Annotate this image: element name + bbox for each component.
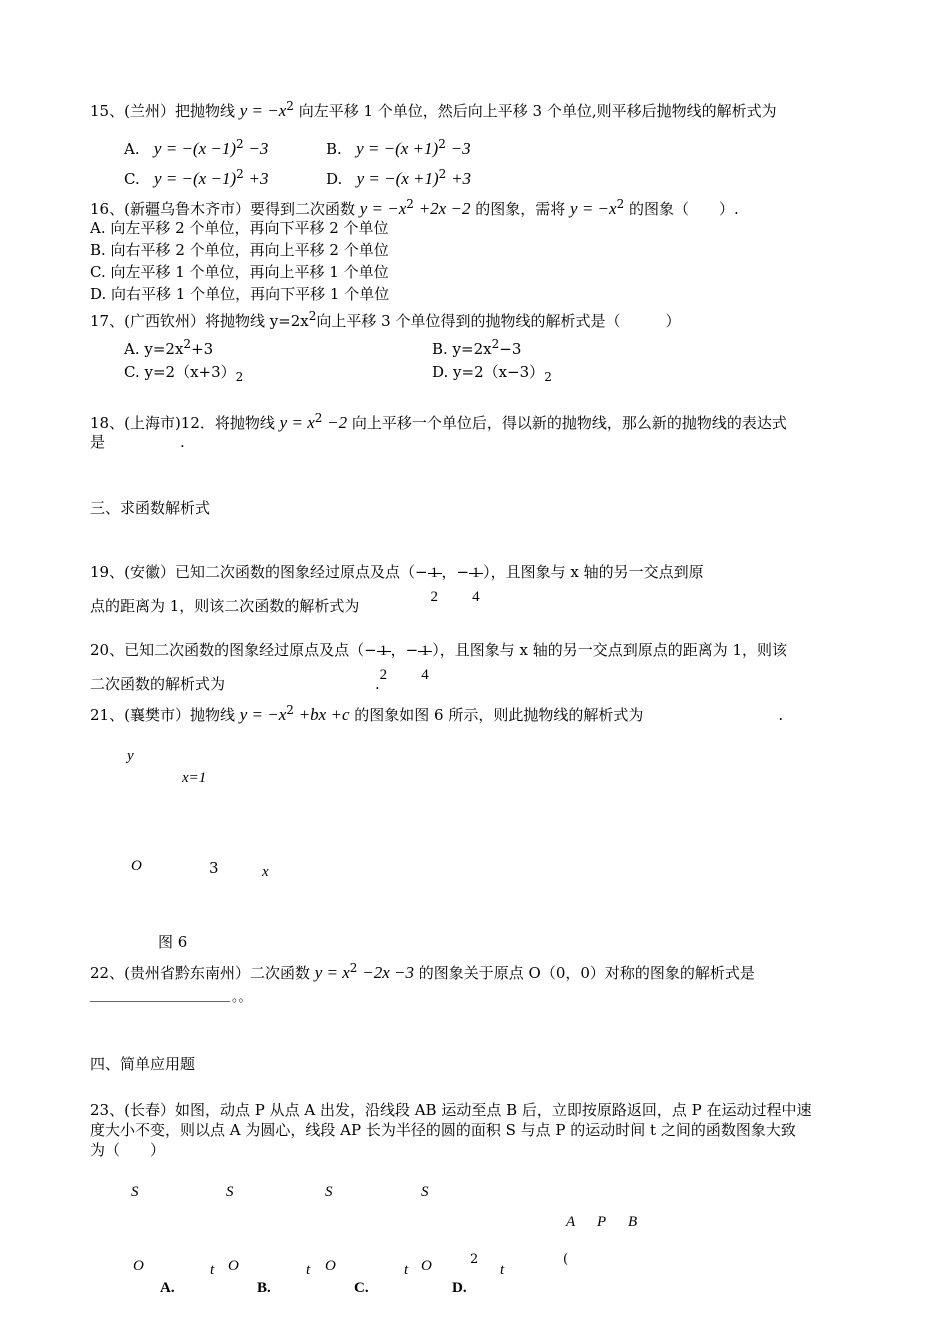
q18-eq-tail: −2 <box>327 413 348 432</box>
fig23-point-b-label: B <box>628 1214 638 1230</box>
fig23-c-s-label: S <box>325 1184 333 1200</box>
q16-mid: 的图象，需将 <box>475 200 566 218</box>
q15-sup: 2 <box>286 99 294 113</box>
q19-comma: ，− <box>441 563 470 581</box>
q16-option-d: D. 向右平移 1 个单位，再向下平移 1 个单位 <box>90 285 390 303</box>
q20-fraction-2-den: 4 <box>421 667 429 683</box>
q20-rest: ），且图象与 x 轴的另一交点到原点的距离为 1，则该 <box>432 641 788 659</box>
q22-text: 22、(贵州省黔东南州）二次函数 <box>90 964 310 982</box>
fig23-b-origin-label: O <box>228 1258 239 1274</box>
q16-eq-tail: +2x −2 <box>418 199 471 218</box>
q15-stem <box>90 96 777 121</box>
q19-fraction-2-den: 4 <box>472 589 480 605</box>
fig23-a-t-label: t <box>210 1262 215 1278</box>
q18-sup: 2 <box>314 411 323 425</box>
q20-comma: ，− <box>390 641 419 659</box>
q22-line2: 。。 <box>232 990 252 1005</box>
fig6-x-label: x <box>262 864 269 880</box>
q19-text: 19、(安徽）已知二次函数的图象经过原点及点（− <box>90 563 428 581</box>
q15-option-b-eq: y = −(x +1) <box>356 139 439 158</box>
q19-fraction-2 <box>469 551 483 605</box>
q15-option-d-eq: y = −(x +1) <box>356 169 439 188</box>
q17-text: 17、(广西钦州）将抛物线 y=2x <box>90 312 309 330</box>
q20-stem <box>90 628 788 683</box>
q21-eq: y = −x <box>239 705 287 724</box>
q15-option-a <box>124 134 268 159</box>
q22-rest: 的图象关于原点 O（0，0）对称的图象的解析式是 <box>418 964 755 982</box>
q17-option-b-sup: 2 <box>491 337 500 351</box>
fig23-point-a-label: A <box>566 1214 576 1230</box>
q17-option-a-text: A. y=2x <box>124 340 184 358</box>
q19-fraction-1-den: 2 <box>430 589 439 605</box>
q20-fraction-2 <box>418 629 432 683</box>
q20-fraction-1 <box>377 629 391 683</box>
q16-sup2: 2 <box>616 197 625 211</box>
q15-option-c <box>124 164 269 189</box>
section-3-heading: 三、求函数解析式 <box>90 499 211 517</box>
q16-eq: y = −x <box>359 199 407 218</box>
q21-text: 21、(襄樊市）抛物线 <box>90 706 235 724</box>
q19-rest: ），且图象与 x 轴的另一交点到原 <box>483 563 704 581</box>
section-4-heading: 四、简单应用题 <box>90 1055 196 1073</box>
q15-rest: 向左平移 1 个单位，然后向上平移 3 个单位,则平移后抛物线的解析式为 <box>298 102 777 120</box>
q23-line2: 度大小不变，则以点 A 为圆心，线段 AP 长为半径的圆的面积 S 与点 P 的运动时间 t 之间的函数图象大致 <box>90 1121 796 1139</box>
fig23-d-s-label: S <box>421 1184 429 1200</box>
q23-line3: 为（ ） <box>90 1141 166 1159</box>
fig6-caption: 图 6 <box>158 933 188 951</box>
q15-option-d <box>326 164 471 189</box>
q15-option-d-label: D. <box>326 170 343 188</box>
q20-fraction-1-den: 2 <box>379 667 388 683</box>
q20-text: 20、已知二次函数的图象经过原点及点（− <box>90 641 377 659</box>
q15-option-d-tail: +3 <box>451 169 472 188</box>
q15-eq: y = −x <box>239 101 287 120</box>
fig23-two-label: 2 <box>470 1252 479 1267</box>
q16-option-c: C. 向左平移 1 个单位，再向上平移 1 个单位 <box>90 263 389 281</box>
q22-stem <box>90 958 755 983</box>
q16-option-a: A. 向左平移 2 个单位，再向下平移 2 个单位 <box>90 219 389 237</box>
q17-option-d-sup: 2 <box>544 370 552 384</box>
q19-fraction-1 <box>428 551 442 605</box>
q20-line2: 二次函数的解析式为 . <box>90 675 380 693</box>
q21-eq-tail: +bx +c <box>298 705 350 724</box>
fig23-c-t-label: t <box>404 1262 409 1278</box>
q16-eq2: y = −x <box>570 199 617 218</box>
q16-stem <box>90 194 739 219</box>
fig23-option-d: D. <box>452 1280 467 1296</box>
q21-stem <box>90 700 783 725</box>
q17-option-a <box>124 334 213 359</box>
q18-line2: 是 . <box>90 433 185 451</box>
q19-stem <box>90 550 704 605</box>
q18-rest: 向上平移一个单位后，得以新的抛物线，那么新的抛物线的表达式 <box>351 414 787 432</box>
q17-option-b <box>432 334 521 359</box>
q17-stem <box>90 306 681 331</box>
q17-option-d <box>432 362 552 387</box>
q22-eq-tail: −2x −3 <box>362 963 414 982</box>
fig23-option-b: B. <box>257 1280 271 1296</box>
q21-rest: 的图象如图 6 所示，则此抛物线的解析式为 . <box>354 706 784 724</box>
q15-option-b-sup: 2 <box>438 137 446 151</box>
fig23-point-p-label: P <box>597 1214 607 1230</box>
q16-end: 的图象（ ）. <box>629 200 739 218</box>
q17-option-b-text: B. y=2x <box>432 340 492 358</box>
q17-option-c-text: C. y=2（x+3） <box>124 363 236 381</box>
q15-option-b <box>326 134 471 159</box>
q15-option-a-label: A. <box>124 140 140 158</box>
q17-option-a-sup: 2 <box>183 337 192 351</box>
q15-option-c-sup: 2 <box>236 167 244 181</box>
q15-option-b-label: B. <box>326 140 342 158</box>
q15-option-d-sup: 2 <box>438 167 447 181</box>
fig23-a-s-label: S <box>131 1184 139 1200</box>
q23-line1: 23、(长春）如图，动点 P 从点 A 出发，沿线段 AB 运动至点 B 后，立即按原路返回，点 P 在运动过程中速 <box>90 1101 812 1119</box>
q16-text: 16、(新疆乌鲁木齐市）要得到二次函数 <box>90 200 355 218</box>
fig6-three-label: 3 <box>209 859 219 877</box>
q22-eq: y = x <box>314 963 350 982</box>
q17-option-a-tail: +3 <box>191 340 214 358</box>
fig23-b-t-label: t <box>306 1262 311 1278</box>
fig23-d-origin-label: O <box>421 1258 432 1274</box>
q15-option-c-label: C. <box>124 170 140 188</box>
q15-option-a-sup: 2 <box>236 137 244 151</box>
fig23-c-origin-label: O <box>325 1258 336 1274</box>
q15-option-c-tail: +3 <box>248 169 269 188</box>
q21-sup: 2 <box>286 703 294 717</box>
q17-option-c <box>124 362 243 387</box>
q15-text: 15、(兰州）把抛物线 <box>90 102 235 120</box>
q22-sup: 2 <box>349 961 358 975</box>
fig23-option-c: C. <box>354 1280 369 1296</box>
q17-option-d-text: D. y=2（x−3） <box>432 363 545 381</box>
fig6-x1-label: x=1 <box>182 770 207 786</box>
fig23-d-t-label: t <box>500 1262 505 1278</box>
q18-stem <box>90 408 787 433</box>
q18-text: 18、(上海市)12．将抛物线 <box>90 414 275 432</box>
q16-sup: 2 <box>406 197 414 211</box>
q15-option-c-eq: y = −(x −1) <box>154 169 237 188</box>
q15-option-a-tail: −3 <box>248 139 269 158</box>
fig23-a-origin-label: O <box>133 1258 144 1274</box>
fig6-y-label: y <box>127 748 134 764</box>
q17-option-b-tail: −3 <box>499 340 522 358</box>
q18-eq: y = x <box>279 413 315 432</box>
fig6-origin-label: O <box>131 858 142 874</box>
q17-rest: 向上平移 3 个单位得到的抛物线的解析式是（ ） <box>316 312 681 330</box>
q22-answer-blank <box>90 1001 230 1002</box>
fig23-option-a: A. <box>160 1280 175 1296</box>
q16-option-b: B. 向右平移 2 个单位，再向上平移 2 个单位 <box>90 241 389 259</box>
q19-line2: 点的距离为 1，则该二次函数的解析式为 <box>90 597 360 615</box>
q15-option-a-eq: y = −(x −1) <box>153 139 236 158</box>
fig23-paren: ( <box>563 1252 569 1267</box>
q17-option-c-sup: 2 <box>235 370 244 384</box>
q17-sup: 2 <box>308 309 317 323</box>
q15-option-b-tail: −3 <box>450 139 471 158</box>
fig23-b-s-label: S <box>226 1184 234 1200</box>
